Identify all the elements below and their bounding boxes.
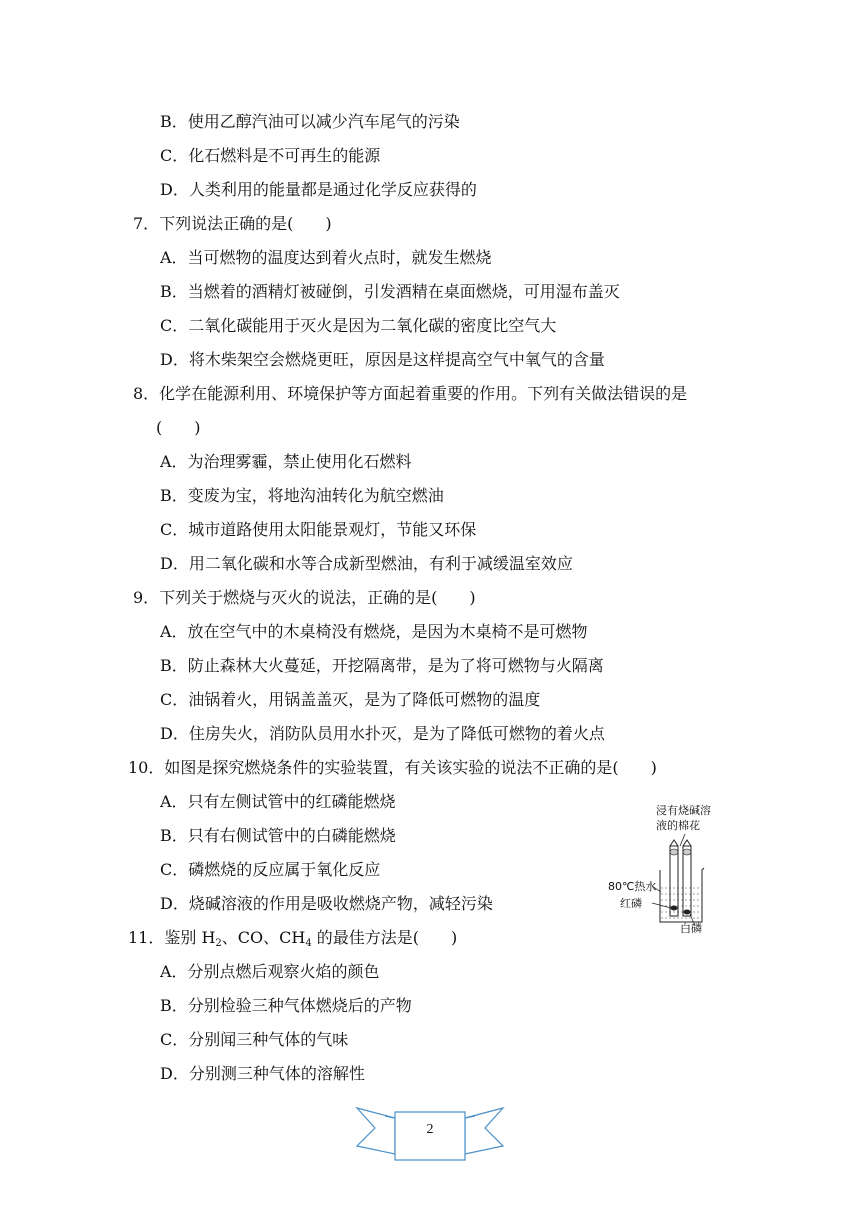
q11-h2-subscript: 2 — [215, 938, 222, 949]
q6-option-b: B．使用乙醇汽油可以减少汽车尾气的污染 — [160, 112, 460, 131]
combustion-experiment-figure — [600, 800, 720, 940]
q7-option-a: A．当可燃物的温度达到着火点时，就发生燃烧 — [160, 248, 492, 267]
figure-label-cotton-1: 浸有烧碱溶 — [656, 804, 711, 817]
q10-option-c: C．磷燃烧的反应属于氧化反应 — [160, 860, 381, 879]
figure-label-white-phosphorus: 白磷 — [680, 922, 702, 935]
apparatus-drawing — [600, 800, 720, 940]
q8-option-a: A．为治理雾霾，禁止使用化石燃料 — [160, 452, 412, 471]
figure-label-cotton-2: 液的棉花 — [656, 819, 700, 832]
question-7: 7．下列说法正确的是( ) — [133, 214, 332, 233]
question-10: 10．如图是探究燃烧条件的实验装置，有关该实验的说法不正确的是( ) — [128, 758, 657, 777]
q6-option-d: D．人类利用的能量都是通过化学反应获得的 — [160, 180, 477, 199]
q7-option-d: D．将木柴架空会燃烧更旺，原因是这样提高空气中氧气的含量 — [160, 350, 605, 369]
q7-option-c: C．二氧化碳能用于灭火是因为二氧化碳的密度比空气大 — [160, 316, 557, 335]
page-footer-banner — [355, 1102, 505, 1162]
q11-ch4-subscript: 4 — [305, 938, 312, 949]
q9-option-c: C．油锅着火，用锅盖盖灭，是为了降低可燃物的温度 — [160, 690, 541, 709]
q9-option-d: D．住房失火，消防队员用水扑灭，是为了降低可燃物的着火点 — [160, 724, 605, 743]
q6-option-c: C．化石燃料是不可再生的能源 — [160, 146, 381, 165]
q9-option-b: B．防止森林大火蔓延，开挖隔离带，是为了将可燃物与火隔离 — [160, 656, 604, 675]
q11-option-b: B．分别检验三种气体燃烧后的产物 — [160, 996, 412, 1015]
q8-option-b: B．变废为宝，将地沟油转化为航空燃油 — [160, 486, 444, 505]
q7-option-b: B．当燃着的酒精灯被碰倒，引发酒精在桌面燃烧，可用湿布盖灭 — [160, 282, 620, 301]
q11-mid: 、CO、CH — [221, 928, 306, 947]
q11-suffix: 的最佳方法是( ) — [311, 928, 458, 947]
q8-option-c: C．城市道路使用太阳能景观灯，节能又环保 — [160, 520, 477, 539]
page-number: 2 — [426, 1122, 434, 1137]
figure-label-hot-water: 80℃热水 — [608, 880, 657, 893]
q10-option-d: D．烧碱溶液的作用是吸收燃烧产物，减轻污染 — [160, 894, 493, 913]
q11-option-a: A．分别点燃后观察火焰的颜色 — [160, 962, 380, 981]
q10-option-a: A．只有左侧试管中的红磷能燃烧 — [160, 792, 396, 811]
q11-prefix: 11．鉴别 H — [128, 928, 216, 947]
q8-option-d: D．用二氧化碳和水等合成新型燃油，有利于减缓温室效应 — [160, 554, 573, 573]
q9-option-a: A．放在空气中的木桌椅没有燃烧，是因为木桌椅不是可燃物 — [160, 622, 588, 641]
question-8: 8．化学在能源利用、环境保护等方面起着重要的作用。下列有关做法错误的是 — [133, 384, 688, 403]
q11-option-d: D．分别测三种气体的溶解性 — [160, 1064, 365, 1083]
q10-option-b: B．只有右侧试管中的白磷能燃烧 — [160, 826, 396, 845]
question-11 — [128, 927, 457, 949]
q11-option-c: C．分别闻三种气体的气味 — [160, 1030, 349, 1049]
question-8-blank: ( ) — [156, 418, 201, 437]
figure-label-red-phosphorus: 红磷 — [620, 897, 642, 910]
question-9: 9．下列关于燃烧与灭火的说法，正确的是( ) — [133, 588, 476, 607]
